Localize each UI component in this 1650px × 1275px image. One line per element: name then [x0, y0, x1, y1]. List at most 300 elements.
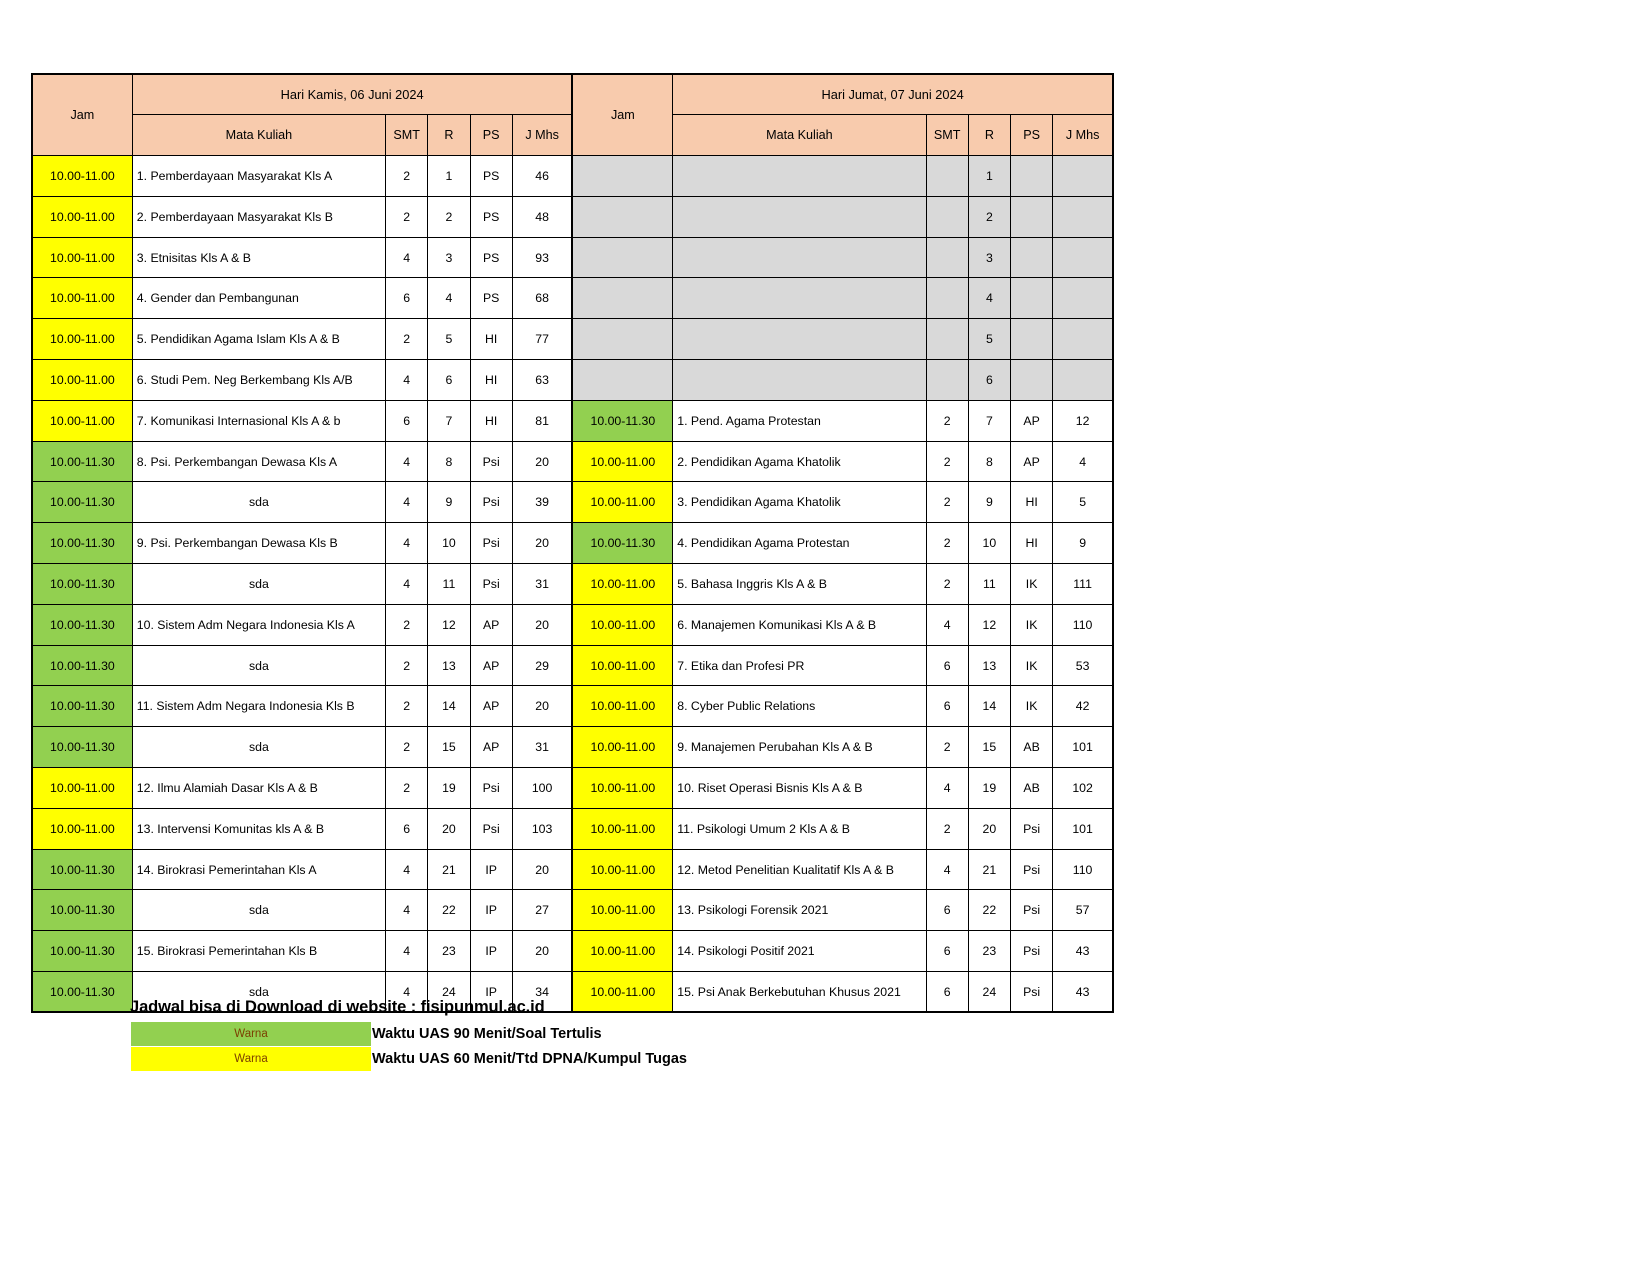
cell-r-right: 24 — [968, 972, 1010, 1013]
column-header-ps-right: PS — [1011, 115, 1053, 156]
cell-r-left: 21 — [428, 849, 470, 890]
table-row — [32, 278, 1113, 319]
cell-smt-left: 4 — [386, 564, 428, 605]
cell-mata-kuliah-right — [673, 156, 926, 197]
legend-row — [131, 1047, 687, 1072]
cell-jmhs-right: 43 — [1053, 972, 1113, 1013]
cell-jmhs-left: 48 — [512, 196, 572, 237]
cell-mata-kuliah-right: 7. Etika dan Profesi PR — [673, 645, 926, 686]
column-header-jmhs-left: J Mhs — [512, 115, 572, 156]
cell-mata-kuliah-right: 13. Psikologi Forensik 2021 — [673, 890, 926, 931]
cell-jmhs-left: 81 — [512, 400, 572, 441]
legend-swatch-green: Warna — [131, 1022, 372, 1047]
cell-mata-kuliah-right: 4. Pendidikan Agama Protestan — [673, 523, 926, 564]
cell-mata-kuliah-left: 13. Intervensi Komunitas kls A & B — [132, 808, 385, 849]
legend-text-green: Waktu UAS 90 Menit/Soal Tertulis — [372, 1026, 602, 1042]
cell-jmhs-left: 20 — [512, 931, 572, 972]
cell-jmhs-left: 20 — [512, 441, 572, 482]
column-header-mata-kuliah-right: Mata Kuliah — [673, 115, 926, 156]
cell-jam-right — [572, 196, 672, 237]
table-row — [32, 808, 1113, 849]
cell-jam-left: 10.00-11.30 — [32, 686, 132, 727]
cell-mata-kuliah-left: 6. Studi Pem. Neg Berkembang Kls A/B — [132, 360, 385, 401]
cell-jam-left: 10.00-11.00 — [32, 319, 132, 360]
cell-r-right: 15 — [968, 727, 1010, 768]
cell-r-left: 11 — [428, 564, 470, 605]
cell-jmhs-left: 103 — [512, 808, 572, 849]
cell-mata-kuliah-right: 14. Psikologi Positif 2021 — [673, 931, 926, 972]
cell-mata-kuliah-left: 10. Sistem Adm Negara Indonesia Kls A — [132, 604, 385, 645]
cell-ps-left: Psi — [470, 523, 512, 564]
cell-jam-left: 10.00-11.30 — [32, 931, 132, 972]
cell-smt-left: 4 — [386, 972, 428, 1013]
cell-ps-left: PS — [470, 196, 512, 237]
day-title-jumat: Hari Jumat, 07 Juni 2024 — [673, 74, 1113, 115]
cell-ps-right: Psi — [1011, 931, 1053, 972]
cell-jmhs-left: 46 — [512, 156, 572, 197]
column-header-smt-left: SMT — [386, 115, 428, 156]
cell-r-left: 24 — [428, 972, 470, 1013]
cell-jmhs-left: 63 — [512, 360, 572, 401]
table-row — [32, 360, 1113, 401]
cell-smt-left: 2 — [386, 686, 428, 727]
cell-jam-right: 10.00-11.00 — [572, 727, 672, 768]
cell-jam-left: 10.00-11.00 — [32, 278, 132, 319]
cell-smt-right: 2 — [926, 482, 968, 523]
cell-ps-right — [1011, 278, 1053, 319]
cell-jam-left: 10.00-11.30 — [32, 727, 132, 768]
cell-jam-right — [572, 360, 672, 401]
cell-jam-left: 10.00-11.00 — [32, 360, 132, 401]
cell-mata-kuliah-left: 5. Pendidikan Agama Islam Kls A & B — [132, 319, 385, 360]
cell-r-right: 7 — [968, 400, 1010, 441]
cell-jmhs-left: 31 — [512, 727, 572, 768]
cell-r-right: 22 — [968, 890, 1010, 931]
legend-table — [130, 1021, 687, 1072]
table-row — [32, 237, 1113, 278]
cell-jam-right: 10.00-11.00 — [572, 645, 672, 686]
cell-jam-right: 10.00-11.30 — [572, 400, 672, 441]
cell-r-left: 5 — [428, 319, 470, 360]
cell-ps-left: AP — [470, 686, 512, 727]
cell-mata-kuliah-right: 10. Riset Operasi Bisnis Kls A & B — [673, 768, 926, 809]
column-header-smt-right: SMT — [926, 115, 968, 156]
cell-ps-left: Psi — [470, 768, 512, 809]
cell-mata-kuliah-left: sda — [132, 890, 385, 931]
cell-r-left: 22 — [428, 890, 470, 931]
cell-mata-kuliah-right: 9. Manajemen Perubahan Kls A & B — [673, 727, 926, 768]
cell-r-right: 9 — [968, 482, 1010, 523]
column-header-jam-left: Jam — [32, 74, 132, 156]
legend-text-yellow: Waktu UAS 60 Menit/Ttd DPNA/Kumpul Tugas — [372, 1051, 687, 1067]
cell-mata-kuliah-left: 9. Psi. Perkembangan Dewasa Kls B — [132, 523, 385, 564]
table-row — [32, 482, 1113, 523]
cell-ps-left: IP — [470, 890, 512, 931]
cell-ps-left: PS — [470, 237, 512, 278]
column-header-ps-left: PS — [470, 115, 512, 156]
cell-ps-right — [1011, 360, 1053, 401]
cell-ps-right: Psi — [1011, 890, 1053, 931]
cell-smt-left: 6 — [386, 808, 428, 849]
cell-jam-left: 10.00-11.00 — [32, 156, 132, 197]
cell-ps-right: IK — [1011, 564, 1053, 605]
cell-ps-right — [1011, 237, 1053, 278]
cell-smt-left: 4 — [386, 849, 428, 890]
cell-ps-left: IP — [470, 849, 512, 890]
download-note: Jadwal bisa di Download di website : fisipunmul.ac.id — [130, 998, 545, 1016]
cell-ps-left: PS — [470, 156, 512, 197]
cell-ps-right: Psi — [1011, 849, 1053, 890]
cell-r-left: 8 — [428, 441, 470, 482]
legend-row — [131, 1022, 687, 1047]
cell-r-right: 23 — [968, 931, 1010, 972]
cell-mata-kuliah-right — [673, 360, 926, 401]
cell-ps-left: Psi — [470, 482, 512, 523]
cell-smt-left: 2 — [386, 727, 428, 768]
cell-jam-left: 10.00-11.00 — [32, 400, 132, 441]
cell-smt-left: 2 — [386, 768, 428, 809]
cell-jam-left: 10.00-11.30 — [32, 604, 132, 645]
cell-r-left: 6 — [428, 360, 470, 401]
cell-r-left: 9 — [428, 482, 470, 523]
cell-smt-right — [926, 196, 968, 237]
table-row — [32, 727, 1113, 768]
cell-ps-right — [1011, 156, 1053, 197]
table-row — [32, 645, 1113, 686]
table-row — [32, 849, 1113, 890]
cell-jam-right: 10.00-11.00 — [572, 564, 672, 605]
cell-jmhs-right: 4 — [1053, 441, 1113, 482]
cell-jam-right: 10.00-11.00 — [572, 768, 672, 809]
table-row — [32, 441, 1113, 482]
cell-jmhs-right — [1053, 278, 1113, 319]
cell-mata-kuliah-left: sda — [132, 972, 385, 1013]
cell-jmhs-left: 29 — [512, 645, 572, 686]
cell-ps-left: HI — [470, 360, 512, 401]
cell-jam-right: 10.00-11.00 — [572, 931, 672, 972]
cell-mata-kuliah-right: 5. Bahasa Inggris Kls A & B — [673, 564, 926, 605]
day-title-kamis: Hari Kamis, 06 Juni 2024 — [132, 74, 572, 115]
cell-smt-left: 2 — [386, 156, 428, 197]
cell-mata-kuliah-left: 12. Ilmu Alamiah Dasar Kls A & B — [132, 768, 385, 809]
cell-smt-right: 2 — [926, 808, 968, 849]
column-header-r-right: R — [968, 115, 1010, 156]
cell-mata-kuliah-right: 3. Pendidikan Agama Khatolik — [673, 482, 926, 523]
cell-r-right: 20 — [968, 808, 1010, 849]
cell-jmhs-right: 102 — [1053, 768, 1113, 809]
cell-ps-right: IK — [1011, 645, 1053, 686]
cell-ps-right: Psi — [1011, 972, 1053, 1013]
cell-jam-right: 10.00-11.30 — [572, 523, 672, 564]
cell-ps-right — [1011, 196, 1053, 237]
cell-smt-right — [926, 237, 968, 278]
cell-jam-left: 10.00-11.30 — [32, 849, 132, 890]
cell-r-left: 1 — [428, 156, 470, 197]
cell-mata-kuliah-right — [673, 196, 926, 237]
cell-jam-left: 10.00-11.00 — [32, 237, 132, 278]
cell-jam-right: 10.00-11.00 — [572, 686, 672, 727]
cell-r-right: 3 — [968, 237, 1010, 278]
schedule-table-container — [31, 73, 1114, 1013]
cell-jmhs-right: 43 — [1053, 931, 1113, 972]
cell-jam-right: 10.00-11.00 — [572, 441, 672, 482]
cell-ps-left: Psi — [470, 564, 512, 605]
cell-r-right: 4 — [968, 278, 1010, 319]
cell-ps-right — [1011, 319, 1053, 360]
cell-r-left: 3 — [428, 237, 470, 278]
cell-smt-left: 4 — [386, 482, 428, 523]
cell-ps-right: AP — [1011, 400, 1053, 441]
cell-smt-left: 6 — [386, 278, 428, 319]
cell-r-left: 4 — [428, 278, 470, 319]
cell-r-left: 15 — [428, 727, 470, 768]
cell-r-right: 21 — [968, 849, 1010, 890]
table-row — [32, 196, 1113, 237]
cell-mata-kuliah-right: 2. Pendidikan Agama Khatolik — [673, 441, 926, 482]
cell-mata-kuliah-left: 8. Psi. Perkembangan Dewasa Kls A — [132, 441, 385, 482]
cell-ps-right: HI — [1011, 482, 1053, 523]
cell-smt-right: 2 — [926, 727, 968, 768]
cell-jam-left: 10.00-11.30 — [32, 564, 132, 605]
cell-smt-right: 6 — [926, 931, 968, 972]
cell-smt-left: 4 — [386, 931, 428, 972]
table-row — [32, 686, 1113, 727]
cell-jam-left: 10.00-11.30 — [32, 645, 132, 686]
cell-jmhs-right: 42 — [1053, 686, 1113, 727]
table-row — [32, 604, 1113, 645]
cell-jmhs-right — [1053, 319, 1113, 360]
cell-mata-kuliah-right — [673, 237, 926, 278]
cell-jam-right: 10.00-11.00 — [572, 604, 672, 645]
footer-section — [130, 998, 1030, 1072]
table-row — [32, 523, 1113, 564]
cell-jmhs-right: 12 — [1053, 400, 1113, 441]
cell-mata-kuliah-left: sda — [132, 727, 385, 768]
table-row — [32, 890, 1113, 931]
cell-jmhs-right: 110 — [1053, 849, 1113, 890]
cell-mata-kuliah-left: 7. Komunikasi Internasional Kls A & b — [132, 400, 385, 441]
cell-ps-left: AP — [470, 645, 512, 686]
cell-ps-left: PS — [470, 278, 512, 319]
cell-ps-left: HI — [470, 319, 512, 360]
cell-jam-left: 10.00-11.30 — [32, 441, 132, 482]
cell-smt-right: 6 — [926, 645, 968, 686]
cell-r-left: 20 — [428, 808, 470, 849]
table-row — [32, 319, 1113, 360]
table-body — [32, 156, 1113, 1013]
cell-jmhs-left: 68 — [512, 278, 572, 319]
cell-smt-right — [926, 319, 968, 360]
cell-mata-kuliah-left: sda — [132, 482, 385, 523]
cell-r-right: 12 — [968, 604, 1010, 645]
cell-ps-left: HI — [470, 400, 512, 441]
cell-r-right: 1 — [968, 156, 1010, 197]
cell-mata-kuliah-left: 4. Gender dan Pembangunan — [132, 278, 385, 319]
table-row — [32, 564, 1113, 605]
cell-jmhs-left: 20 — [512, 686, 572, 727]
cell-mata-kuliah-left: 15. Birokrasi Pemerintahan Kls B — [132, 931, 385, 972]
cell-jam-right: 10.00-11.00 — [572, 482, 672, 523]
cell-r-right: 5 — [968, 319, 1010, 360]
cell-smt-right: 6 — [926, 890, 968, 931]
cell-smt-left: 4 — [386, 360, 428, 401]
cell-smt-right: 2 — [926, 564, 968, 605]
cell-r-left: 19 — [428, 768, 470, 809]
cell-jmhs-right: 101 — [1053, 727, 1113, 768]
cell-jam-right — [572, 278, 672, 319]
cell-ps-left: IP — [470, 931, 512, 972]
cell-ps-left: IP — [470, 972, 512, 1013]
cell-jmhs-left: 34 — [512, 972, 572, 1013]
cell-smt-right: 6 — [926, 972, 968, 1013]
cell-ps-left: Psi — [470, 441, 512, 482]
cell-jmhs-right — [1053, 360, 1113, 401]
cell-mata-kuliah-left: 3. Etnisitas Kls A & B — [132, 237, 385, 278]
cell-smt-left: 2 — [386, 645, 428, 686]
table-row — [32, 400, 1113, 441]
cell-mata-kuliah-right: 6. Manajemen Komunikasi Kls A & B — [673, 604, 926, 645]
cell-r-left: 23 — [428, 931, 470, 972]
cell-jam-right: 10.00-11.00 — [572, 890, 672, 931]
cell-jmhs-right — [1053, 237, 1113, 278]
cell-mata-kuliah-left: 11. Sistem Adm Negara Indonesia Kls B — [132, 686, 385, 727]
cell-jmhs-left: 93 — [512, 237, 572, 278]
cell-ps-right: HI — [1011, 523, 1053, 564]
cell-smt-left: 2 — [386, 319, 428, 360]
cell-mata-kuliah-right: 15. Psi Anak Berkebutuhan Khusus 2021 — [673, 972, 926, 1013]
table-row — [32, 931, 1113, 972]
cell-smt-right: 4 — [926, 768, 968, 809]
cell-mata-kuliah-right — [673, 319, 926, 360]
cell-jam-left: 10.00-11.30 — [32, 890, 132, 931]
cell-smt-right: 4 — [926, 849, 968, 890]
cell-mata-kuliah-right: 12. Metod Penelitian Kualitatif Kls A & B — [673, 849, 926, 890]
cell-r-left: 2 — [428, 196, 470, 237]
cell-jmhs-left: 39 — [512, 482, 572, 523]
cell-r-right: 13 — [968, 645, 1010, 686]
cell-smt-right: 4 — [926, 604, 968, 645]
header-row-day — [32, 74, 1113, 115]
cell-r-left: 10 — [428, 523, 470, 564]
cell-jam-left: 10.00-11.30 — [32, 523, 132, 564]
cell-ps-right: IK — [1011, 686, 1053, 727]
cell-r-right: 10 — [968, 523, 1010, 564]
cell-jam-right — [572, 319, 672, 360]
cell-ps-left: Psi — [470, 808, 512, 849]
cell-jmhs-right — [1053, 196, 1113, 237]
column-header-jam-right: Jam — [572, 74, 672, 156]
cell-smt-left: 4 — [386, 441, 428, 482]
column-header-jmhs-right: J Mhs — [1053, 115, 1113, 156]
cell-mata-kuliah-right: 8. Cyber Public Relations — [673, 686, 926, 727]
cell-mata-kuliah-left: 14. Birokrasi Pemerintahan Kls A — [132, 849, 385, 890]
cell-r-right: 2 — [968, 196, 1010, 237]
cell-jmhs-left: 31 — [512, 564, 572, 605]
cell-jmhs-left: 20 — [512, 849, 572, 890]
cell-jmhs-left: 27 — [512, 890, 572, 931]
cell-r-right: 6 — [968, 360, 1010, 401]
cell-ps-right: Psi — [1011, 808, 1053, 849]
cell-mata-kuliah-right — [673, 278, 926, 319]
cell-jam-right: 10.00-11.00 — [572, 808, 672, 849]
column-header-mata-kuliah-left: Mata Kuliah — [132, 115, 385, 156]
cell-ps-right: IK — [1011, 604, 1053, 645]
cell-smt-left: 4 — [386, 523, 428, 564]
cell-smt-right: 2 — [926, 523, 968, 564]
column-header-r-left: R — [428, 115, 470, 156]
cell-jmhs-right: 57 — [1053, 890, 1113, 931]
cell-jam-left: 10.00-11.00 — [32, 768, 132, 809]
cell-jam-left: 10.00-11.00 — [32, 196, 132, 237]
cell-jam-right: 10.00-11.00 — [572, 972, 672, 1013]
exam-schedule-table — [31, 73, 1114, 1013]
cell-jmhs-right — [1053, 156, 1113, 197]
cell-mata-kuliah-right: 11. Psikologi Umum 2 Kls A & B — [673, 808, 926, 849]
cell-jmhs-left: 20 — [512, 523, 572, 564]
cell-jam-left: 10.00-11.30 — [32, 972, 132, 1013]
cell-smt-right — [926, 278, 968, 319]
cell-smt-right: 2 — [926, 441, 968, 482]
cell-mata-kuliah-left: sda — [132, 564, 385, 605]
cell-jmhs-left: 77 — [512, 319, 572, 360]
cell-r-right: 14 — [968, 686, 1010, 727]
cell-r-left: 13 — [428, 645, 470, 686]
cell-smt-right — [926, 360, 968, 401]
cell-jam-left: 10.00-11.00 — [32, 808, 132, 849]
cell-r-left: 14 — [428, 686, 470, 727]
cell-mata-kuliah-left: 2. Pemberdayaan Masyarakat Kls B — [132, 196, 385, 237]
cell-smt-left: 2 — [386, 196, 428, 237]
cell-mata-kuliah-left: 1. Pemberdayaan Masyarakat Kls A — [132, 156, 385, 197]
cell-smt-left: 4 — [386, 890, 428, 931]
cell-jmhs-left: 100 — [512, 768, 572, 809]
cell-r-left: 7 — [428, 400, 470, 441]
cell-ps-left: AP — [470, 727, 512, 768]
cell-smt-left: 2 — [386, 604, 428, 645]
table-header — [32, 74, 1113, 156]
cell-smt-left: 6 — [386, 400, 428, 441]
cell-r-left: 12 — [428, 604, 470, 645]
cell-jam-right: 10.00-11.00 — [572, 849, 672, 890]
cell-jmhs-right: 101 — [1053, 808, 1113, 849]
legend-swatch-yellow: Warna — [131, 1047, 372, 1072]
table-row — [32, 768, 1113, 809]
cell-jam-right — [572, 237, 672, 278]
cell-jam-right — [572, 156, 672, 197]
cell-r-right: 8 — [968, 441, 1010, 482]
cell-jmhs-right: 53 — [1053, 645, 1113, 686]
cell-jmhs-left: 20 — [512, 604, 572, 645]
cell-smt-right: 2 — [926, 400, 968, 441]
cell-jmhs-right: 110 — [1053, 604, 1113, 645]
cell-ps-left: AP — [470, 604, 512, 645]
cell-jam-left: 10.00-11.30 — [32, 482, 132, 523]
table-row — [32, 156, 1113, 197]
cell-mata-kuliah-left: sda — [132, 645, 385, 686]
cell-jmhs-right: 5 — [1053, 482, 1113, 523]
cell-smt-left: 4 — [386, 237, 428, 278]
cell-smt-right: 6 — [926, 686, 968, 727]
cell-ps-right: AB — [1011, 727, 1053, 768]
cell-ps-right: AB — [1011, 768, 1053, 809]
cell-jmhs-right: 111 — [1053, 564, 1113, 605]
cell-jmhs-right: 9 — [1053, 523, 1113, 564]
cell-mata-kuliah-right: 1. Pend. Agama Protestan — [673, 400, 926, 441]
cell-smt-right — [926, 156, 968, 197]
cell-r-right: 19 — [968, 768, 1010, 809]
cell-ps-right: AP — [1011, 441, 1053, 482]
cell-r-right: 11 — [968, 564, 1010, 605]
